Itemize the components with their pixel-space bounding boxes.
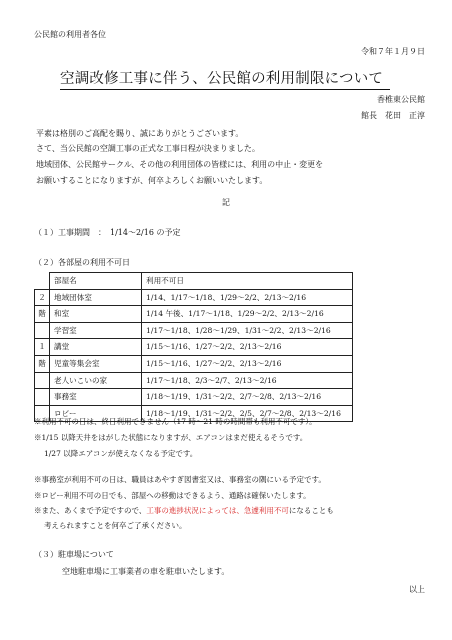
sender-name: 館長 花田 正淳 <box>361 111 425 120</box>
header-dates: 利用不可日 <box>142 273 353 290</box>
section-3-label: （３）駐車場について <box>34 550 114 559</box>
note-7: 考えられますことを何卒ご了承ください。 <box>44 521 187 530</box>
intro-line-1: 平素は格別のご高配を賜り、誠にありがとうございます。 <box>36 129 244 138</box>
table-row <box>35 372 353 389</box>
note-5: ※ロビー利用不可の日でも、部屋への移動はできるよう、通路は確保いたします。 <box>34 491 311 500</box>
table-row <box>35 339 353 356</box>
ki-heading: 記 <box>222 198 230 207</box>
room-dates: 1/18～1/19、1/31～2/2、2/5、2/7～2/8、2/13～2/16 <box>142 405 353 422</box>
date: 令和７年１月９日 <box>361 47 425 56</box>
floor-1-top: １ <box>35 339 50 356</box>
room-name: 講堂 <box>50 339 142 356</box>
title-underline <box>60 89 390 90</box>
table-row <box>35 322 353 339</box>
table-header-row <box>35 273 353 290</box>
page-title: 空調改修工事に伴う、公民館の利用制限について <box>60 71 384 87</box>
table-row <box>35 289 353 306</box>
room-dates: 1/17～1/18、1/28～1/29、1/31～2/2、2/13～2/16 <box>142 322 353 339</box>
intro-line-2: さて、当公民館の空調工事の正式な工事日程が決まりました。 <box>36 144 260 153</box>
note-6-pre: ※また、あくまで予定ですので、 <box>34 506 147 515</box>
room-name: 老人いこいの家 <box>50 372 142 389</box>
room-name: 学習室 <box>50 322 142 339</box>
room-name: 事務室 <box>50 389 142 406</box>
section-2-label: （２）各部屋の利用不可日 <box>34 258 130 267</box>
note-3: 1/27 以降エアコンが使えなくなる予定です。 <box>44 449 198 458</box>
room-name: 地域団体室 <box>50 289 142 306</box>
table-row <box>35 389 353 406</box>
table-row <box>35 306 353 323</box>
note-4: ※事務室が利用不可の日は、職員はあやすぎ図書室又は、事務室の隅にいる予定です。 <box>34 475 326 484</box>
floor-1-bottom: 階 <box>35 355 50 372</box>
floor-2-top: ２ <box>35 289 50 306</box>
section-1-label: （１）工事期間 ： 1/14～2/16 の予定 <box>34 228 181 237</box>
floor-2-bottom: 階 <box>35 306 50 323</box>
room-dates: 1/15～1/16、1/27～2/2、2/13～2/16 <box>142 355 353 372</box>
room-dates: 1/15～1/16、1/27～2/2、2/13～2/16 <box>142 339 353 356</box>
room-name: 和室 <box>50 306 142 323</box>
note-2: ※1/15 以降天井をはがした状態になりますが、エアコンはまだ使えるそうです。 <box>34 433 308 442</box>
note-6-post: になることも <box>288 506 334 515</box>
room-dates: 1/18～1/19、1/31～2/2、2/7～2/8、2/13～2/16 <box>142 389 353 406</box>
room-name: 児童等集会室 <box>50 355 142 372</box>
sender-org: 香椎東公民館 <box>377 95 425 104</box>
room-schedule-table <box>34 272 353 422</box>
intro-line-4: お願いすることになりますが、何卒よろしくお願いいたします。 <box>36 176 268 185</box>
note-6 <box>34 507 334 515</box>
note-6-emphasis: 工事の進捗状況によっては、急遽利用不可 <box>146 506 289 515</box>
table-row <box>35 355 353 372</box>
section-3-text: 空地駐車場に工事業者の車を駐車いたします。 <box>62 567 230 576</box>
note-1: ※利用不可の日は、終日利用できません（17 時～21 時の時間帯も利用不可です）。 <box>34 417 317 426</box>
closing: 以上 <box>409 585 425 594</box>
addressee: 公民館の利用者各位 <box>34 30 106 39</box>
room-name: ロビー <box>50 405 142 422</box>
room-dates: 1/14 午後、1/17～1/18、1/29～2/2、2/13～2/16 <box>142 306 353 323</box>
room-dates: 1/14、1/17～1/18、1/29～2/2、2/13～2/16 <box>142 289 353 306</box>
intro-line-3: 地域団体、公民館サークル、その他の利用団体の皆様には、利用の中止・変更を <box>36 160 324 169</box>
room-dates: 1/17～1/18、2/3～2/7、2/13～2/16 <box>142 372 353 389</box>
header-room: 部屋名 <box>50 273 142 290</box>
